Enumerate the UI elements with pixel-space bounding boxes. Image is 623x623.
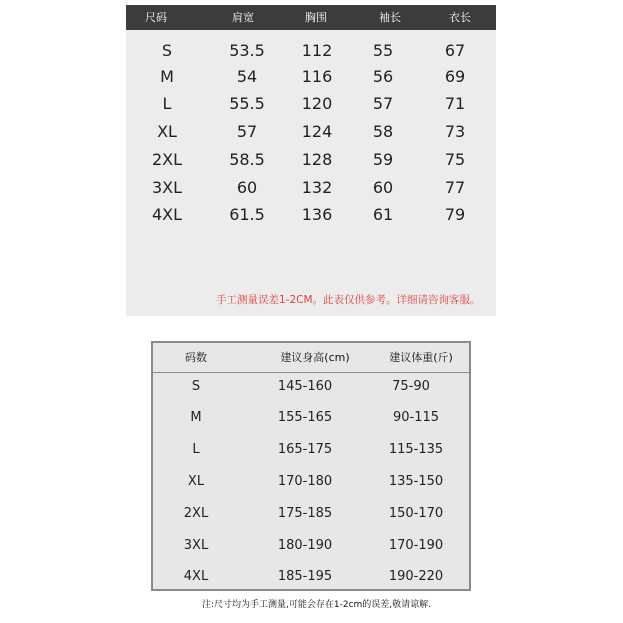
cell-length: 69 <box>444 67 466 86</box>
cell-size-code: 3XL <box>183 538 209 553</box>
cell-size: M <box>160 67 174 86</box>
cell-height: 145-160 <box>277 379 333 394</box>
cell-weight: 75-90 <box>392 379 430 394</box>
cell-height: 180-190 <box>277 538 333 553</box>
cell-height: 175-185 <box>277 506 333 521</box>
cell-size-code: 4XL <box>183 569 209 584</box>
cell-size-code: L <box>192 442 200 457</box>
header-size-code: 码数 <box>185 351 207 364</box>
cell-size-code: XL <box>187 474 205 489</box>
cell-shoulder: 54 <box>236 67 258 86</box>
cell-size: 4XL <box>151 205 183 224</box>
cell-chest: 124 <box>301 122 333 141</box>
cell-chest: 116 <box>301 67 333 86</box>
cell-sleeve: 58 <box>372 122 394 141</box>
cell-chest: 136 <box>301 205 333 224</box>
measurement-disclaimer: 手工测量误差1-2CM。此表仅供参考。详细请咨询客服。 <box>216 294 481 306</box>
cell-height: 155-165 <box>277 410 333 425</box>
cell-shoulder: 53.5 <box>229 41 265 60</box>
cell-size: 2XL <box>151 150 183 169</box>
cell-height: 185-195 <box>277 569 333 584</box>
cell-shoulder: 60 <box>236 178 258 197</box>
cell-chest: 112 <box>301 41 333 60</box>
cell-shoulder: 58.5 <box>229 150 265 169</box>
cell-length: 73 <box>444 122 466 141</box>
cell-weight: 115-135 <box>388 442 444 457</box>
cell-height: 165-175 <box>277 442 333 457</box>
cell-weight: 90-115 <box>392 410 440 425</box>
cell-chest: 120 <box>301 94 333 113</box>
cell-size-code: 2XL <box>183 506 209 521</box>
cell-size: 3XL <box>151 178 183 197</box>
cell-weight: 150-170 <box>388 506 444 521</box>
size-recommendation-table <box>151 341 471 591</box>
header-chest: 胸围 <box>305 11 327 24</box>
cell-sleeve: 56 <box>372 67 394 86</box>
cell-sleeve: 55 <box>372 41 394 60</box>
cell-weight: 135-150 <box>388 474 444 489</box>
cell-length: 75 <box>444 150 466 169</box>
header-height: 建议身高(cm) <box>280 351 350 364</box>
header-shoulder: 肩宽 <box>232 11 254 24</box>
cell-chest: 132 <box>301 178 333 197</box>
header-size: 尺码 <box>145 11 167 24</box>
header-sleeve: 袖长 <box>379 11 401 24</box>
cell-sleeve: 59 <box>372 150 394 169</box>
cell-height: 170-180 <box>277 474 333 489</box>
cell-length: 67 <box>444 41 466 60</box>
cell-sleeve: 60 <box>372 178 394 197</box>
cell-chest: 128 <box>301 150 333 169</box>
cell-length: 79 <box>444 205 466 224</box>
cell-length: 77 <box>444 178 466 197</box>
cell-size: XL <box>157 122 177 141</box>
cell-weight: 190-220 <box>388 569 444 584</box>
size-table-header <box>126 5 496 30</box>
header-length: 衣长 <box>449 11 471 24</box>
header-weight: 建议体重(斤) <box>389 351 453 364</box>
cell-sleeve: 57 <box>372 94 394 113</box>
measurement-footnote: 注:尺寸均为手工测量,可能会存在1-2cm的误差,敬请谅解. <box>202 600 432 610</box>
cell-size-code: S <box>191 379 201 394</box>
cell-shoulder: 55.5 <box>229 94 265 113</box>
cell-size: L <box>162 94 172 113</box>
cell-shoulder: 61.5 <box>229 205 265 224</box>
cell-size-code: M <box>190 410 202 425</box>
cell-sleeve: 61 <box>372 205 394 224</box>
size-measurement-table <box>126 5 496 316</box>
cell-length: 71 <box>444 94 466 113</box>
cell-size: S <box>161 41 173 60</box>
cell-shoulder: 57 <box>236 122 258 141</box>
cell-weight: 170-190 <box>388 538 444 553</box>
recommendation-table-header <box>153 343 469 373</box>
